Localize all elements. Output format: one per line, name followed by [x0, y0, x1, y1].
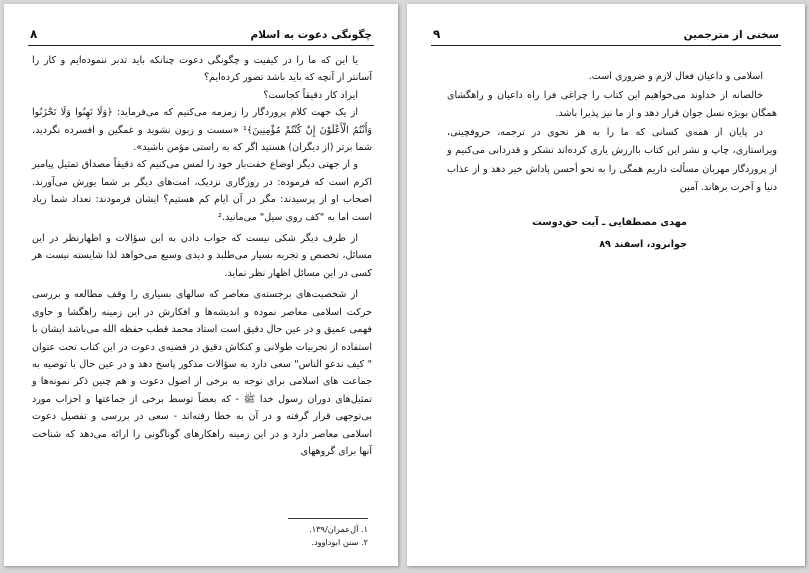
- paragraph: ایراد کار دقیقاً کجاست؟: [263, 89, 358, 101]
- paragraph: خالصانه از خداوند می‌خواهیم این کتاب را چراغی فرا راه داعیان و راهگشای همگان بویژه نسل جوان قرار دهد و از ما نیز پذیرا باشد.: [447, 89, 777, 119]
- place-date: جوانرود، اسفند ۸۹: [599, 239, 687, 250]
- paragraph: در پایان از همه‌ی کسانی که ما را به هر نحوی در ترجمه، حروفچینی، ویراستاری، چاپ و نشر این کتاب باارزش یاری کرده‌اند تشکر و قدردانی می‌کنیم و از پروردگار مهربان مسألت داریم همگی را به نحو أحسن پاداش خیر دهد و از عذاب دنیا و آخرت برهاند. آمین: [447, 126, 777, 193]
- signature-block: [532, 212, 687, 256]
- footnote: ۱. آل‌عمران/۱۳۹.: [309, 524, 368, 534]
- body-text: [447, 68, 777, 198]
- paragraph: از شخصیت‌های برجسته‌ی معاصر که سالهای بسیاری را وقف مطالعه و بررسی حرکت اسلامی معاصر نموده و اندیشه‌ها و افکارش در این زمینه راهگشا و حاوی فهمی عمیق و در عین حال دقیق است استاد محمد قطب حفظه الله می‌باشد ایشان با استفاده از تجربیات طولانی و کنکاش دقیق در قضیه‌ی دعوت در این کتاب تحت عنوان " کیف ندعو الناس" سعی دارد به سؤالات مذکور پاسخ دهد و در عین حال با توصیه به جماعت های اسلامی برای توجه به برخی از اصول دعوت و هم چنین ذکر نمونه‌ها و تمثیل‌های دوران رسول خدا ﷺ - که بعضاً توسط برخی از جماعتها و احزاب مورد بی‌توجهی قرار گرفته و در آن به خطا رفته‌اند - سعی در بررسی و تفصیل دعوت اسلامی معاصر دارد و در این زمینه راهکارهای گوناگونی را ارائه می‌دهد که شناخت آنها برای گروههای: [32, 289, 372, 457]
- footnote-divider: [288, 518, 368, 519]
- running-head: [431, 27, 781, 46]
- footnote: ۲. سنن ابوداوود.: [311, 537, 368, 547]
- header-title: چگونگی دعوت به اسلام: [250, 29, 372, 41]
- paragraph: اسلامی و داعیان فعال لازم و ضروری است.: [588, 71, 763, 82]
- left-page: [4, 4, 398, 566]
- running-head: [28, 27, 374, 46]
- translator-names: مهدی مصطفایی ـ آیت حق‌دوست: [532, 217, 687, 228]
- paragraph: و از جهتی دیگر اوضاع خفت‌بار خود را لمس می‌کنیم که دقیقاً مصداق تمثیل پیامبر اکرم است که فرموده: در روزگاری نزدیک، امت‌های دیگر بر شما یورش می‌آورند. اصحاب او از پرسیدند: مگر در آن ایام کم هستیم؟ ایشان فرمودند: تعداد شما زیاد است اما به "کف روی سیل" می‌مانید.²: [32, 159, 372, 223]
- page-number: ۸: [30, 27, 38, 41]
- paragraph: از طرف دیگر شکی نیست که جواب دادن به این سؤالات و اظهارنظر در این مسائل، تخصص و تجربه بسیار می‌طلبد و دیدی وسیع می‌خواهد لذا شایسته نیست هر کسی در این مسائل اظهار نظر نماید.: [32, 233, 372, 279]
- paragraph: از یک جهت کلام پروردگار را زمزمه می‌کنیم که می‌فرماید: ﴿وَلَا تَهِنُوا وَلَا تَحْزَنُوا وَأَنْتُمُ الْأَعْلَوْنَ إِنْ كُنْتُمْ مُؤْمِنِينَ﴾¹ «سست و زبون نشوید و غمگین و افسرده نگردید، شما برتر (از دیگران) هستید اگر که به راستی مؤمن باشید».: [32, 107, 372, 154]
- body-text: [32, 52, 372, 460]
- header-title: سخنی از مترجمین: [683, 29, 779, 41]
- footnotes: [309, 523, 368, 549]
- right-page: [407, 4, 805, 566]
- paragraph: یا این که ما را در کیفیت و چگونگی دعوت چنانکه باید تدبر ننموده‌ایم و کار را آسانتر از آنچه که باید باشد تصور کرده‌ایم؟: [32, 55, 372, 84]
- page-number: ۹: [433, 27, 441, 41]
